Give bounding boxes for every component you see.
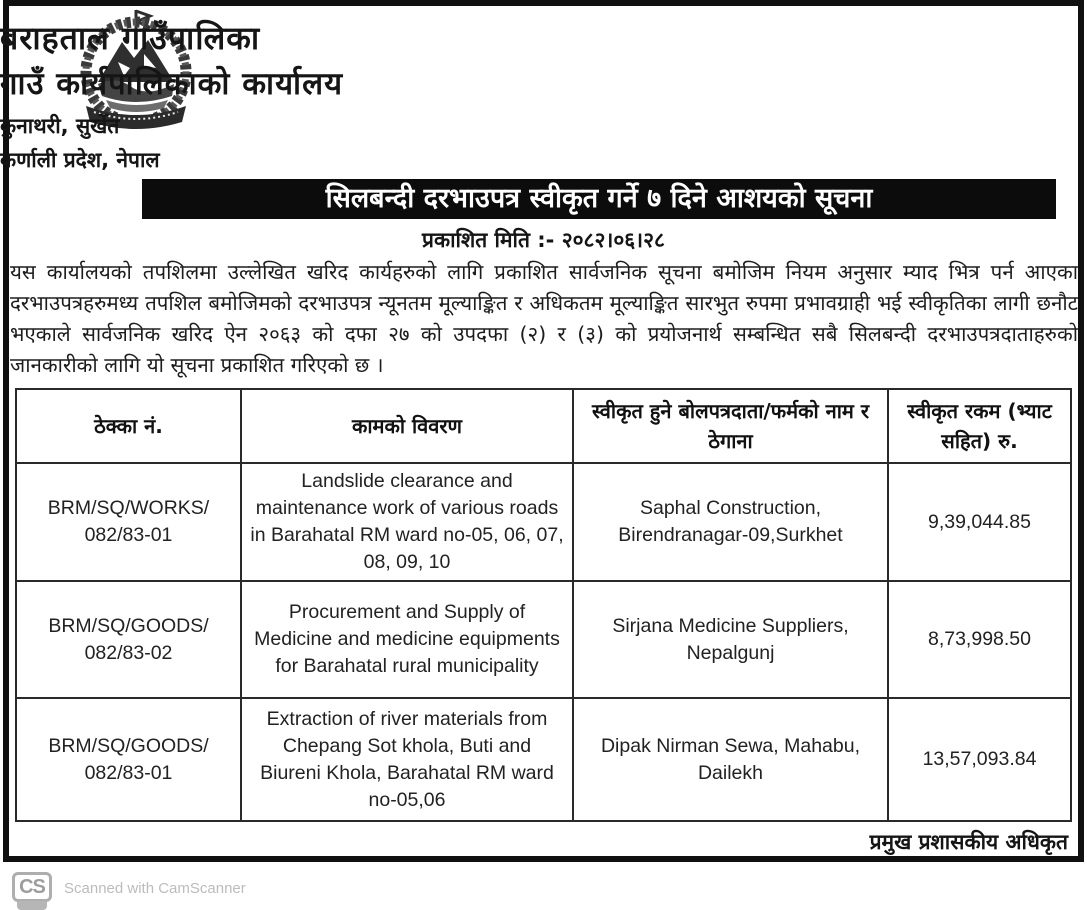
- bidder-cell: Dipak Nirman Sewa, Mahabu, Dailekh: [573, 698, 888, 821]
- description-cell: Extraction of river materials from Chepang Sot khola, Buti and Biureni Khola, Barahatal RM ward no-05,06: [241, 698, 573, 821]
- bidder-cell: Sirjana Medicine Suppliers, Nepalgunj: [573, 581, 888, 698]
- header-description: कामको विवरण: [241, 389, 573, 463]
- description-cell: Procurement and Supply of Medicine and medicine equipments for Barahatal rural municipality: [241, 581, 573, 698]
- amount-cell: 13,57,093.84: [888, 698, 1071, 821]
- signature-title: प्रमुख प्रशासकीय अधिकृत: [869, 830, 1068, 854]
- camscanner-watermark: [12, 870, 412, 908]
- award-table: [15, 388, 1072, 822]
- address-line-2: कर्णाली प्रदेश, नेपाल: [0, 148, 160, 172]
- header-bidder: स्वीकृत हुने बोलपत्रदाता/फर्मको नाम र ठेगाना: [573, 389, 888, 463]
- contract-no-line2: 082/83-01: [84, 761, 173, 784]
- camscanner-logo-tab: [17, 901, 47, 910]
- municipality-name: बराहताल गाउँपालिका: [0, 19, 261, 57]
- contract-no-line2: 082/83-01: [84, 524, 173, 546]
- amount-cell: 9,39,044.85: [888, 463, 1071, 581]
- contract-no-line1: BRM/SQ/WORKS/: [47, 497, 210, 519]
- notice-title-banner: सिलबन्दी दरभाउपत्र स्वीकृत गर्ने ७ दिने आशयको सूचना: [142, 179, 1056, 219]
- camscanner-logo-icon: CS: [12, 872, 52, 902]
- contract-no-line1: BRM/SQ/GOODS/: [48, 614, 209, 637]
- header-amount: स्वीकृत रकम (भ्याट सहित) रु.: [888, 389, 1071, 463]
- table-row: [16, 581, 1071, 698]
- contract-no-line1: BRM/SQ/GOODS/: [48, 734, 209, 757]
- description-cell: Landslide clearance and maintenance work of various roads in Barahatal RM ward no-05, 06, 07, 08, 09, 10: [241, 463, 573, 581]
- published-date-value: २०८२।०६।२८: [561, 228, 665, 252]
- published-date-label: प्रकाशित मिति :-: [422, 228, 555, 252]
- address-line-1: कुनाथरी, सुर्खेत: [0, 114, 120, 138]
- contract-no-cell: [16, 463, 241, 581]
- amount-cell: 8,73,998.50: [888, 581, 1071, 698]
- header-contract-no: ठेक्का नं.: [16, 389, 241, 463]
- table-header-row: [16, 389, 1071, 463]
- published-date-line: [0, 226, 1087, 254]
- camscanner-label: Scanned with CamScanner: [64, 880, 246, 897]
- notice-body-paragraph: यस कार्यालयको तपशिलमा उल्लेखित खरिद कार्यहरुको लागि प्रकाशित सार्वजनिक सूचना बमोजिम नियम अनुसार म्याद भित्र पर्न आएका दरभाउपत्रहरुमध्य तपशिल बमोजिमको दरभाउपत्र न्यूनतम मूल्याङ्कित र अधिकतम मूल्याङ्कित सारभुत रुपमा प्रभावग्राही भई स्वीकृतिका लागी छनौट भएकाले सार्वजनिक खरिद ऐन २०६३ को दफा २७ को उपदफा (२) र (३) को प्रयोजनार्थ सम्बन्धित सबै सिलबन्दी दरभाउपत्रदाताहरुको जानकारीको लागि यो सूचना प्रकाशित गरिएको छ ।: [10, 260, 1078, 377]
- table-row: [16, 463, 1071, 581]
- bidder-cell: Saphal Construction, Birendranagar-09,Surkhet: [573, 463, 888, 581]
- office-name: गाउँ कार्यपालिकाको कार्यालय: [0, 66, 344, 102]
- contract-no-cell: [16, 698, 241, 821]
- contract-no-cell: [16, 581, 241, 698]
- contract-no-line2: 082/83-02: [84, 641, 173, 664]
- table-row: [16, 698, 1071, 821]
